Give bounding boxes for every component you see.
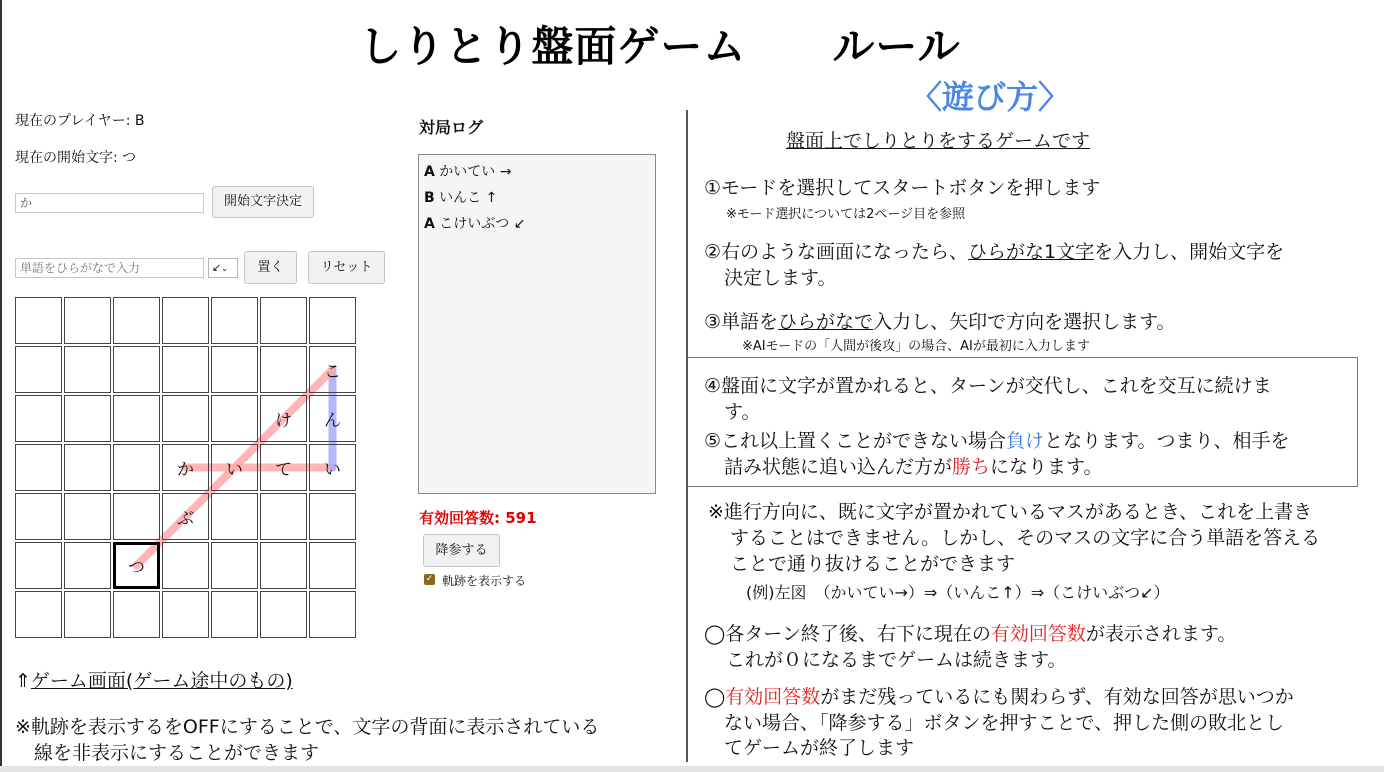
rule-2-text-a: ②右のような画面になったら、: [704, 241, 969, 263]
current-start-char-label: 現在の開始文字: つ: [15, 150, 137, 166]
show-trail-label: 軌跡を表示する: [442, 574, 527, 588]
rule-2-text-b: を入力し、開始文字を: [1094, 241, 1285, 263]
board-cell: [113, 395, 160, 442]
chevron-down-icon: ⌄: [221, 264, 228, 273]
board-cell: [64, 297, 111, 344]
decide-start-char-button[interactable]: 開始文字決定: [212, 186, 314, 218]
note-3-line-2: ない場合、「降参する」ボタンを押すことで、押した側の敗北とし: [724, 712, 1285, 734]
board-cell: つ: [113, 542, 160, 589]
note-1: ※進行方向に、既に文字が置かれているマスがあるとき、これを上書き: [708, 501, 1313, 523]
game-board: [15, 297, 359, 641]
board-cell: ん: [309, 395, 356, 442]
note-2: [704, 621, 1236, 647]
board-cell: こ: [309, 346, 356, 393]
note-2-text-a: ◯各ターン終了後、右下に現在の: [704, 623, 991, 645]
board-cell: [15, 346, 62, 393]
log-entry: [424, 187, 650, 213]
board-cell: [113, 346, 160, 393]
board-cell: [15, 542, 62, 589]
section-title: 〈遊び方〉: [910, 78, 1071, 116]
board-cell: [162, 591, 209, 638]
board-cell: [309, 297, 356, 344]
note-3: [704, 684, 1294, 710]
rule-5-win: 勝ち: [952, 456, 991, 478]
rule-5-text-a: ⑤これ以上置くことができない場合: [704, 430, 1007, 452]
log-entry-word: いんこ ↑: [439, 190, 498, 206]
board-cell: て: [260, 444, 307, 491]
board-cell: け: [260, 395, 307, 442]
log-entry: [424, 161, 650, 187]
rule-5-text-b: となります。つまり、相手を: [1044, 430, 1290, 452]
note-2-red: 有効回答数: [990, 623, 1086, 645]
direction-select[interactable]: [208, 258, 238, 278]
screen-caption-text: ゲーム画面(ゲーム途中のもの): [30, 670, 293, 692]
board-cell: [260, 591, 307, 638]
rule-4: ④盤面に文字が置かれると、ターンが交代し、これを交互に続けま: [704, 375, 1272, 397]
surrender-button[interactable]: 降参する: [423, 534, 500, 567]
note-3-text-a: がまだ残っているにも関わらず、有効な回答が思いつか: [820, 686, 1294, 708]
place-button[interactable]: 置く: [244, 251, 297, 284]
rule-3: [704, 309, 1176, 335]
log-entry-player: A: [424, 164, 435, 180]
board-cell: い: [211, 444, 258, 491]
rule-2-underlined: ひらがな1文字: [968, 241, 1095, 263]
rule-2: [704, 239, 1284, 265]
rule-5-text-d: になります。: [990, 456, 1103, 478]
rule-2-continued: 決定します。: [724, 267, 837, 289]
rule-5-lose: 負け: [1006, 430, 1045, 452]
board-cell: か: [162, 444, 209, 491]
board-cell: [309, 542, 356, 589]
trail-note: ※軌跡を表示するをOFFにすることで、文字の背面に表示されている 線を非表示にすることができます: [15, 716, 600, 764]
direction-select-value: ↙: [212, 261, 222, 274]
board-cell: ぶ: [162, 493, 209, 540]
check-icon: ✓: [425, 574, 434, 584]
note-3-bullet: ◯: [704, 686, 726, 708]
board-cell: [211, 591, 258, 638]
rule-5-text-c: 詰み状態に追い込んだ方が: [724, 456, 953, 478]
note-3-red: 有効回答数: [725, 686, 821, 708]
board-cell: [211, 346, 258, 393]
board-cell: [162, 297, 209, 344]
rule-5-continued: [724, 454, 1103, 480]
rule-3-note: ※AIモードの「人間が後攻」の場合、AIが最初に入力します: [742, 339, 1090, 354]
board-cell: [211, 493, 258, 540]
bottom-bar: [0, 766, 1384, 772]
board-cell: [162, 346, 209, 393]
note-1-example: (例)左図 （かいてい→）⇒（いんこ↑）⇒（こけいぶつ↙）: [746, 583, 1170, 602]
board-cell: [113, 493, 160, 540]
log-entry-word: かいてい →: [439, 164, 512, 180]
page-title: しりとり盤面ゲーム ルール: [359, 22, 961, 71]
board-cell: [64, 395, 111, 442]
board-cell: [15, 395, 62, 442]
valid-answer-count: 有効回答数: 591: [419, 509, 537, 527]
board-cell: [211, 542, 258, 589]
board-cell: [64, 542, 111, 589]
board-cell: [260, 297, 307, 344]
note-2-text-b: が表示されます。: [1085, 623, 1237, 645]
board-cell: [15, 444, 62, 491]
start-char-input[interactable]: か: [15, 193, 204, 213]
rule-1: ①モードを選択してスタートボタンを押します: [704, 177, 1101, 199]
board-cell: [113, 297, 160, 344]
rule-4-continued: す。: [724, 401, 761, 423]
board-cell: [113, 444, 160, 491]
rule-3-text-a: ③単語を: [704, 311, 779, 333]
log-entry: [424, 213, 650, 239]
rules-subtitle: 盤面上でしりとりをするゲームです: [786, 130, 1091, 152]
note-3-line-3: てゲームが終了します: [724, 737, 915, 759]
reset-button[interactable]: リセット: [308, 251, 385, 284]
rule-3-underlined: ひらがなで: [778, 311, 874, 333]
screen-caption: [15, 666, 293, 693]
rule-3-text-b: 入力し、矢印で方向を選択します。: [873, 311, 1176, 333]
board-cell: [15, 591, 62, 638]
word-input[interactable]: 単語をひらがなで入力: [15, 258, 204, 278]
board-cell: [162, 542, 209, 589]
board-cell: [162, 395, 209, 442]
show-trail-checkbox[interactable]: [424, 574, 435, 585]
board-cell: [260, 542, 307, 589]
board-cell: [15, 493, 62, 540]
board-cell: [15, 297, 62, 344]
board-cell: [260, 493, 307, 540]
double-up-arrow-icon: ⇑: [15, 670, 31, 692]
board-cell: [211, 297, 258, 344]
log-entry-word: こけいぶつ ↙: [439, 216, 526, 232]
board-cell: [64, 591, 111, 638]
page-left-border: [0, 0, 2, 772]
note-1-line-2: することはできません。しかし、そのマスの文字に合う単語を答える: [730, 527, 1321, 549]
board-cell: [260, 346, 307, 393]
board-cell: [113, 591, 160, 638]
current-player-label: 現在のプレイヤー: B: [15, 113, 145, 129]
board-cell: [309, 493, 356, 540]
board-cell: [64, 493, 111, 540]
log-entry-player: A: [424, 216, 435, 232]
board-cell: [309, 591, 356, 638]
note-2-continued: これが０になるまでゲームは続きます。: [726, 649, 1067, 671]
board-cell: [64, 444, 111, 491]
game-log: [418, 154, 656, 494]
rule-1-note: ※モード選択については2ページ目を参照: [726, 207, 966, 222]
board-cell: い: [309, 444, 356, 491]
rule-5: [704, 428, 1290, 454]
log-entry-player: B: [424, 190, 435, 206]
game-log-title: 対局ログ: [419, 118, 484, 137]
board-cell: [211, 395, 258, 442]
note-1-line-3: ことで通り抜けることができます: [730, 553, 1016, 575]
board-cell: [64, 346, 111, 393]
